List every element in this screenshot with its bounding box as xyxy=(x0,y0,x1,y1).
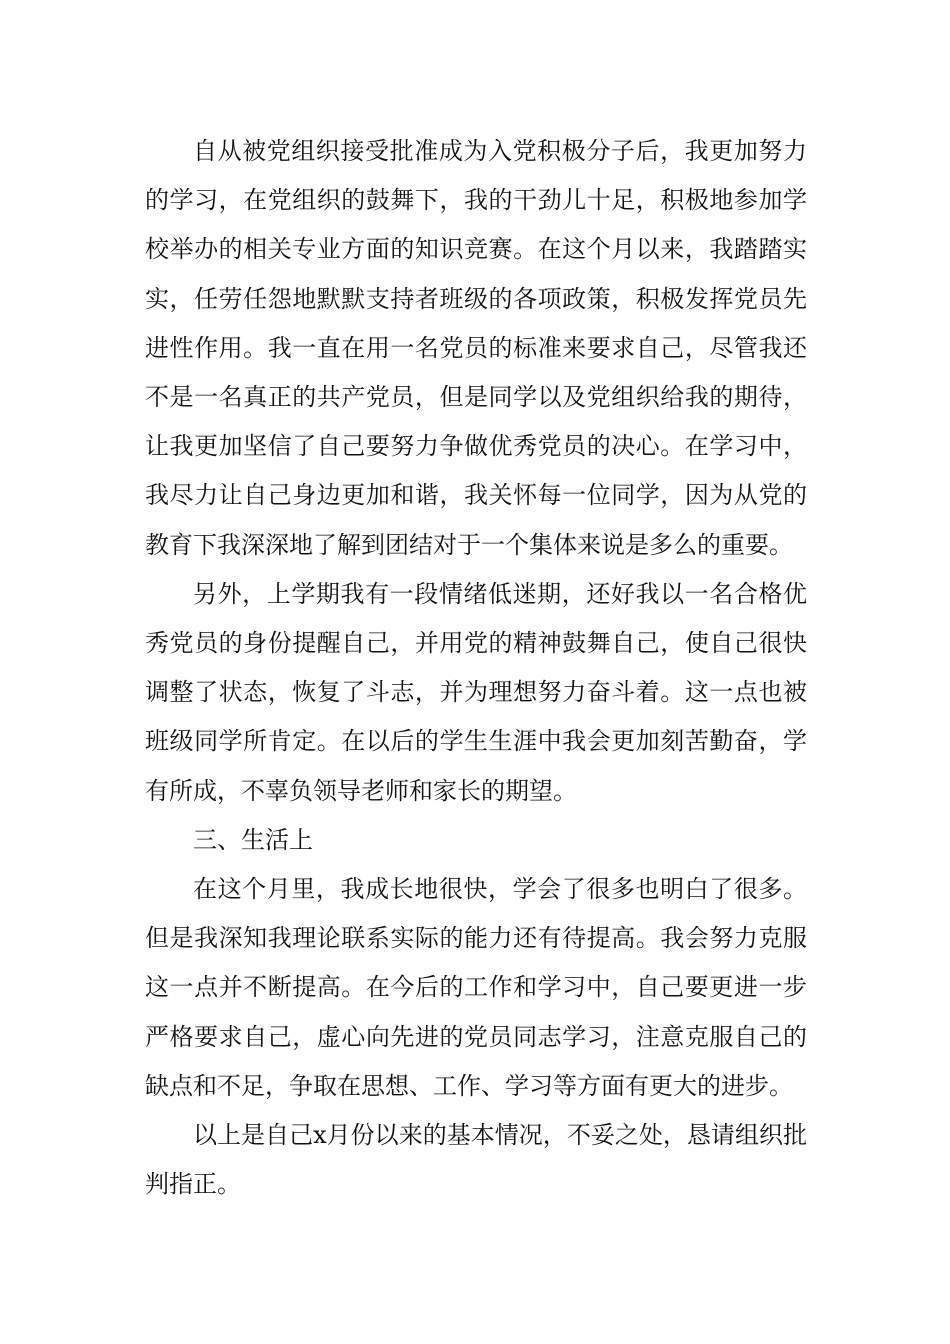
paragraph-life: 在这个月里，我成长地很快，学会了很多也明白了很多。但是我深知我理论联系实际的能力还有待提高。我会努力克服这一点并不断提高。在今后的工作和学习中，自己要更进一步严格要求自己，虚心向先进的党员同志学习，注意克服自己的缺点和不足，争取在思想、工作、学习等方面有更大的进步。 xyxy=(145,875,807,1100)
paragraph-study: 自从被党组织接受批准成为入党积极分子后，我更加努力的学习，在党组织的鼓舞下，我的干劲儿十足，积极地参加学校举办的相关专业方面的知识竞赛。在这个月以来，我踏踏实实，任劳任怨地默默支持者班级的各项政策，积极发挥党员先进性作用。我一直在用一名党员的标准来要求自己，尽管我还不是一名真正的共产党员，但是同学以及党组织给我的期待，让我更加坚信了自己要努力争做优秀党员的决心。在学习中，我尽力让自己身边更加和谐，我关怀每一位同学，因为从党的教育下我深深地了解到团结对于一个集体来说是多么的重要。 xyxy=(145,137,807,559)
paragraph-closing: 以上是自己x月份以来的基本情况，不妥之处，恳请组织批判指正。 xyxy=(145,1121,807,1199)
paragraph-mood: 另外，上学期我有一段情绪低迷期，还好我以一名合格优秀党员的身份提醒自己，并用党的精神鼓舞自己，使自己很快调整了状态，恢复了斗志，并为理想努力奋斗着。这一点也被班级同学所肯定。在以后的学生生涯中我会更加刻苦勤奋，学有所成，不辜负领导老师和家长的期望。 xyxy=(145,579,807,805)
section-heading-life: 三、生活上 xyxy=(193,825,313,854)
document-body xyxy=(145,127,807,1209)
